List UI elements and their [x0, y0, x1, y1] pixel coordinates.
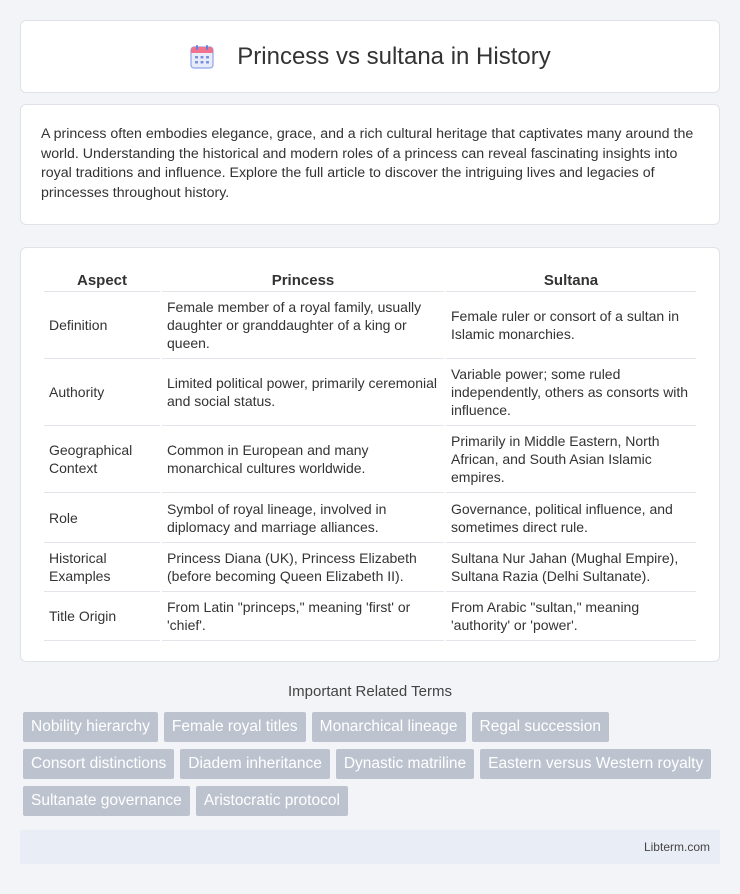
tag-monarchical-lineage[interactable]: Monarchical lineage — [312, 712, 466, 742]
cell-sultana: Governance, political influence, and sometimes direct rule. — [446, 493, 696, 543]
table-header-row — [44, 268, 696, 292]
related-terms-title: Important Related Terms — [288, 683, 452, 700]
comparison-table-card — [20, 247, 720, 662]
tag-nobility-hierarchy[interactable]: Nobility hierarchy — [23, 712, 158, 742]
table-row — [44, 426, 696, 493]
header-aspect: Aspect — [44, 268, 160, 292]
page-title: Princess vs sultana in History — [237, 42, 551, 70]
tag-sultanate-governance[interactable]: Sultanate governance — [23, 786, 190, 816]
cell-aspect: Geographical Context — [44, 426, 160, 493]
intro-card — [20, 104, 720, 225]
intro-text: A princess often embodies elegance, grace, and a rich cultural heritage that captivates many around the world. Understanding the historical and modern roles of a princess can reveal fascinating insights into royal traditions and influence. Explore the full article to discover the intriguing lives and legacies of princesses throughout history. — [41, 126, 694, 201]
cell-sultana: Female ruler or consort of a sultan in Islamic monarchies. — [446, 292, 696, 359]
header-sultana: Sultana — [446, 268, 696, 292]
title-card — [20, 20, 720, 93]
cell-sultana: Sultana Nur Jahan (Mughal Empire), Sultana Razia (Delhi Sultanate). — [446, 543, 696, 592]
cell-princess: Common in European and many monarchical cultures worldwide. — [162, 426, 444, 493]
cell-sultana: Variable power; some ruled independently, others as consorts with influence. — [446, 359, 696, 426]
cell-princess: Princess Diana (UK), Princess Elizabeth (before becoming Queen Elizabeth II). — [162, 543, 444, 592]
footer-site-link[interactable]: Libterm.com — [643, 840, 710, 854]
table-row — [44, 292, 696, 359]
cell-aspect: Title Origin — [44, 592, 160, 641]
header-princess: Princess — [162, 268, 444, 292]
cell-princess: Symbol of royal lineage, involved in diplomacy and marriage alliances. — [162, 493, 444, 543]
cell-princess: From Latin "princeps," meaning 'first' or 'chief'. — [162, 592, 444, 641]
cell-aspect: Role — [44, 493, 160, 543]
tag-aristocratic-protocol[interactable]: Aristocratic protocol — [196, 786, 348, 816]
tag-female-royal-titles[interactable]: Female royal titles — [164, 712, 306, 742]
table-row — [44, 592, 696, 641]
cell-aspect: Historical Examples — [44, 543, 160, 592]
cell-sultana: Primarily in Middle Eastern, North African, and South Asian Islamic empires. — [446, 426, 696, 493]
cell-aspect: Authority — [44, 359, 160, 426]
cell-aspect: Definition — [44, 292, 160, 359]
tag-diadem-inheritance[interactable]: Diadem inheritance — [180, 749, 330, 779]
cell-princess: Female member of a royal family, usually daughter or granddaughter of a king or queen. — [162, 292, 444, 359]
table-row — [44, 543, 696, 592]
related-terms-list — [20, 712, 720, 816]
cell-sultana: From Arabic "sultan," meaning 'authority' or 'power'. — [446, 592, 696, 641]
table-row — [44, 493, 696, 543]
footer — [20, 830, 720, 864]
tag-dynastic-matriline[interactable]: Dynastic matriline — [336, 749, 474, 779]
tag-regal-succession[interactable]: Regal succession — [472, 712, 609, 742]
calendar-icon — [189, 44, 215, 70]
cell-princess: Limited political power, primarily ceremonial and social status. — [162, 359, 444, 426]
comparison-table — [42, 268, 698, 641]
tag-eastern-versus-western-royalty[interactable]: Eastern versus Western royalty — [480, 749, 711, 779]
tag-consort-distinctions[interactable]: Consort distinctions — [23, 749, 174, 779]
table-row — [44, 359, 696, 426]
